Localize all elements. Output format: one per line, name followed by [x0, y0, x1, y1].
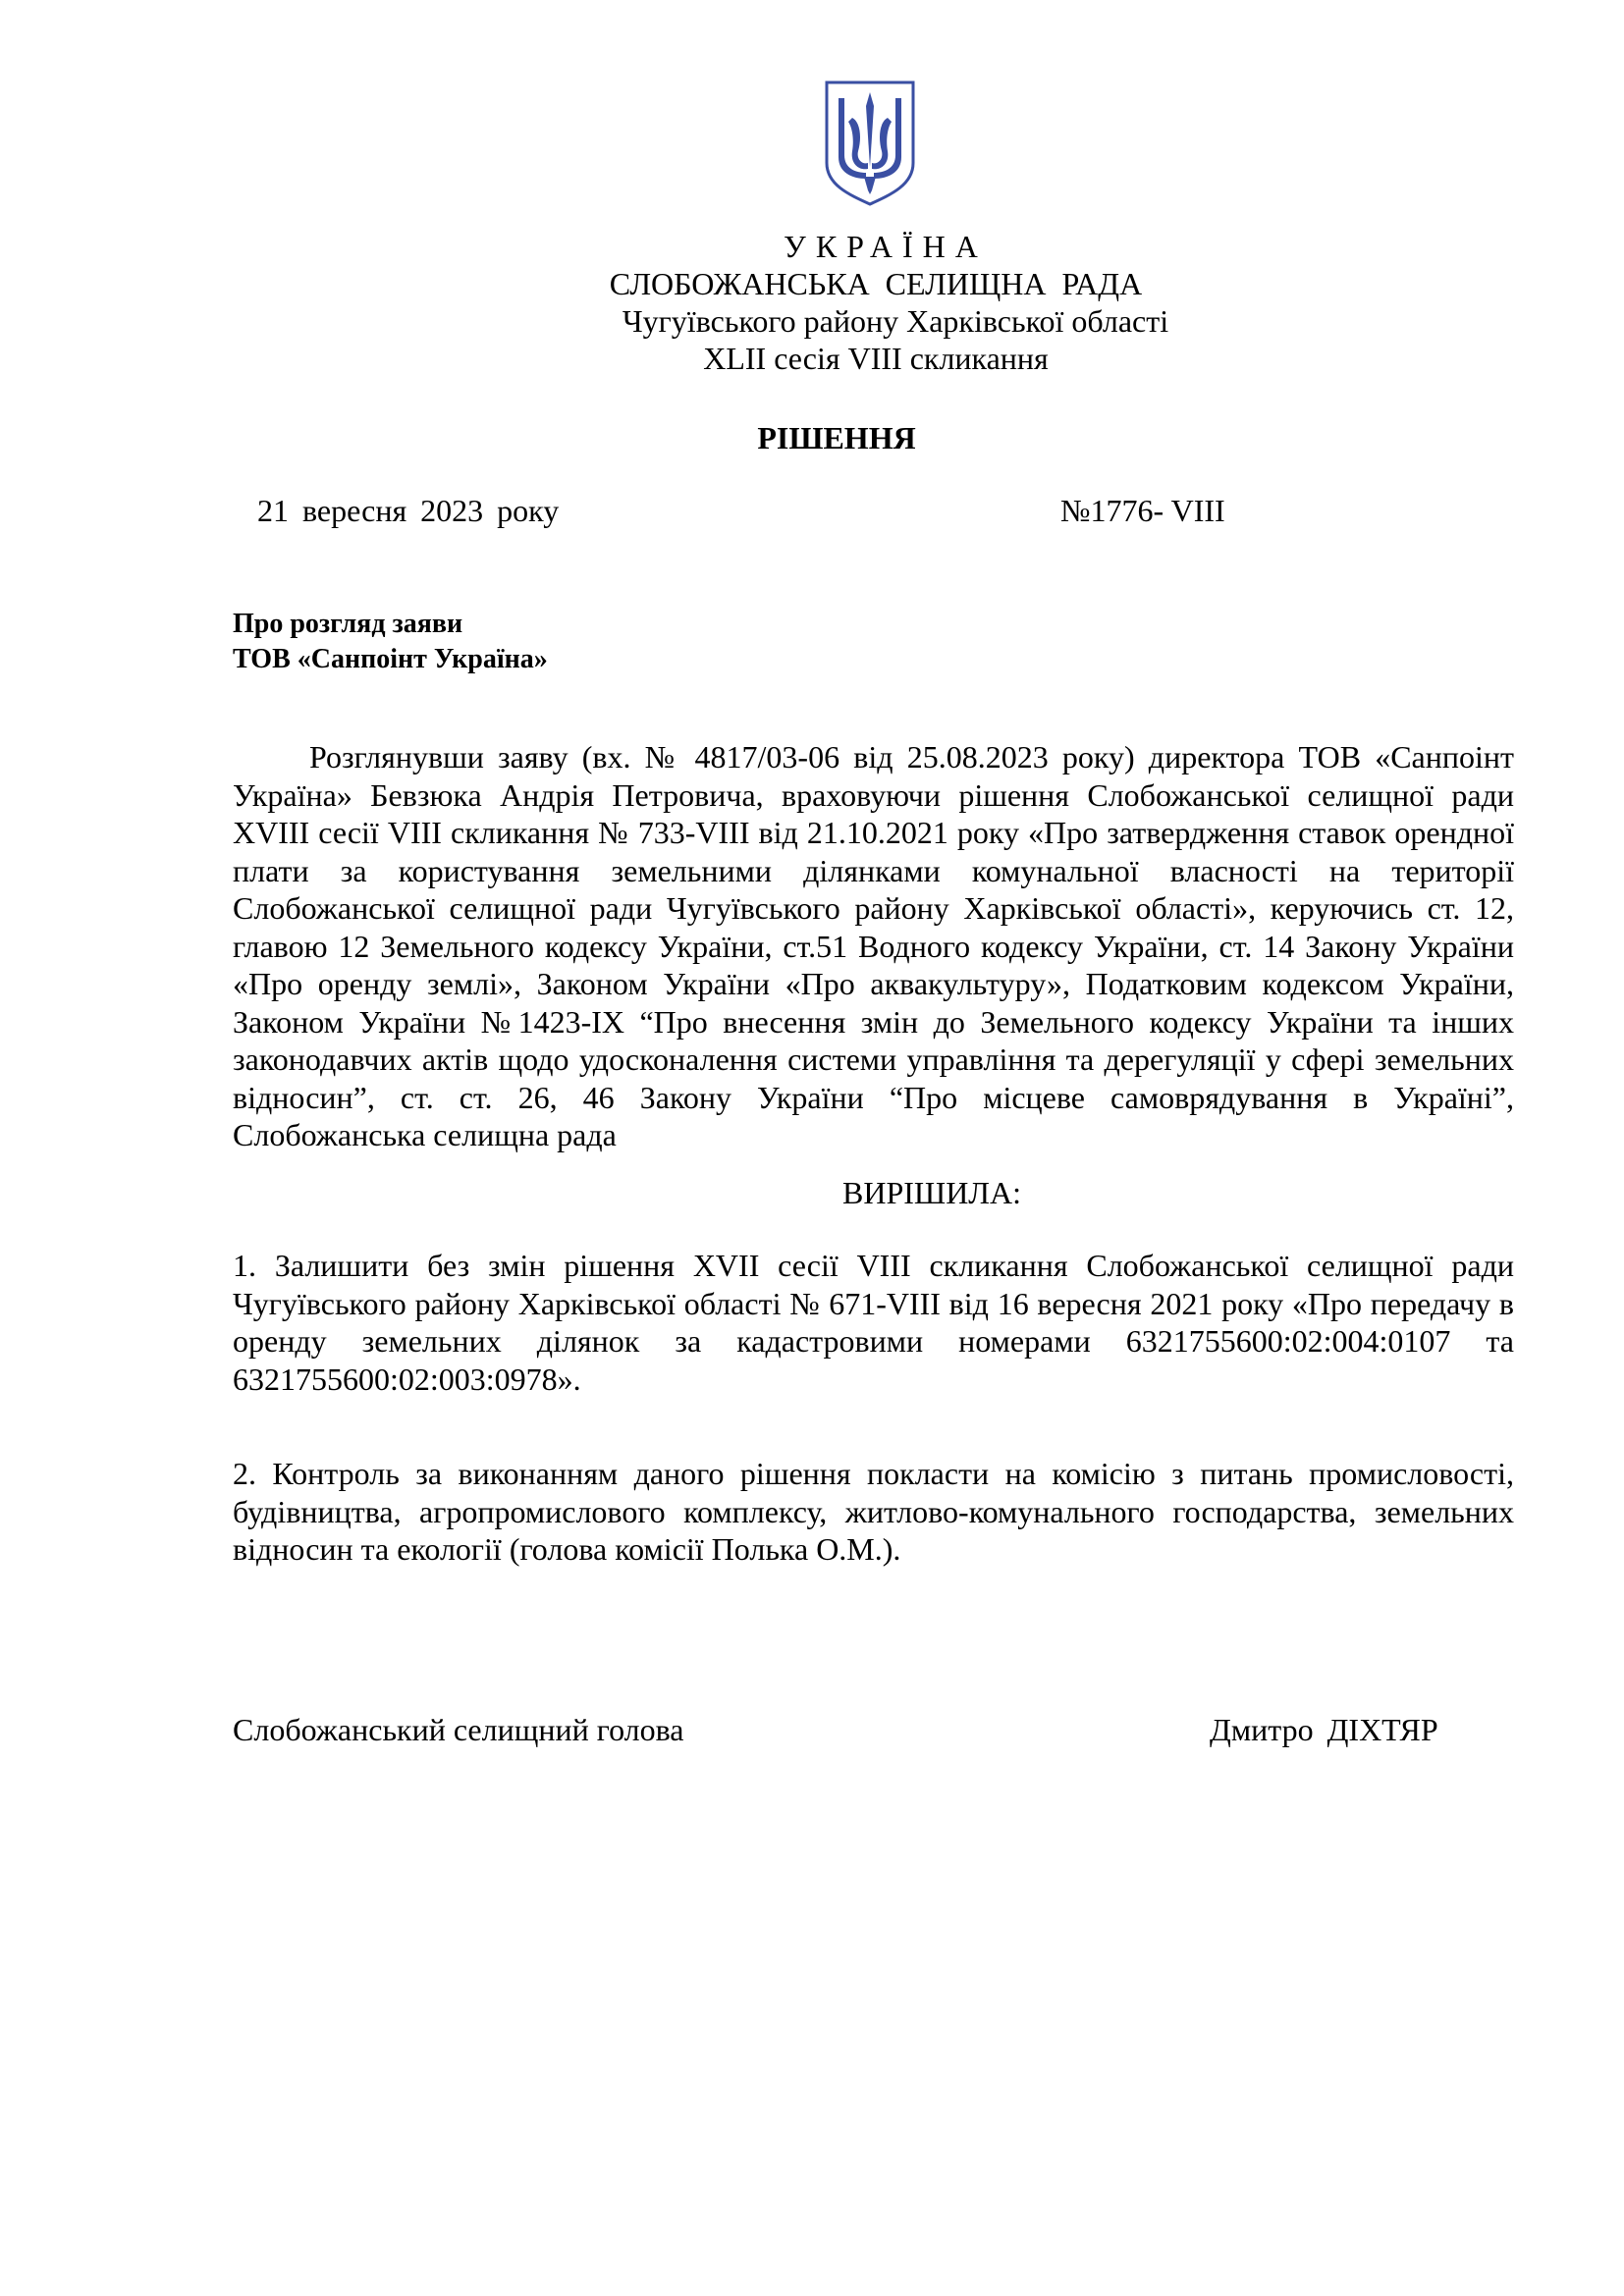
resolution-item-2: 2. Контроль за виконанням даного рішення покласти на комісію з питань промисловості, будівництва, агропромислового комплексу, житлово-комунального господарства, земельних відносин та екології (голова комісії Полька О.М.). — [233, 1456, 1514, 1567]
resolved-label: ВИРІШИЛА: — [842, 1175, 1021, 1210]
subject-line-2: ТОВ «Санпоінт Україна» — [233, 644, 548, 674]
decision-subject — [233, 607, 548, 677]
country-name: УКРАЇНА — [784, 229, 988, 264]
decision-title: РІШЕННЯ — [757, 420, 916, 455]
subject-line-1: Про розгляд заяви — [233, 609, 463, 639]
decision-date: 21 вересня 2023 року — [257, 493, 560, 528]
document-header — [0, 228, 1624, 377]
tryzub-coat-of-arms-icon — [823, 79, 917, 208]
resolution-item-1: 1. Залишити без змін рішення XVII сесії VIII скликання Слобожанської селищної ради Чугуївського району Харківської області № 671-VIII від 16 вересня 2021 року «Про передачу в оренду земельних ділянок за кадастровими номерами 6321755600:02:004:0107 та 6321755600:02:003:0978». — [233, 1248, 1514, 1397]
session-info: XLII сесія VIII скликання — [703, 341, 1049, 376]
district-name: Чугуївського району Харківської області — [622, 303, 1169, 339]
signatory-name: Дмитро ДІХТЯР — [1210, 1712, 1438, 1747]
council-name: СЛОБОЖАНСЬКА СЕЛИЩНА РАДА — [609, 266, 1143, 301]
signatory-role: Слобожанський селищний голова — [233, 1712, 684, 1747]
preamble-paragraph: Розглянувши заяву (вх. № 4817/03-06 від 25.08.2023 року) директора ТОВ «Санпоінт Україна» Бевзюка Андрія Петровича, враховуючи рішення Слобожанської селищної ради XVIII сесії VIII скликання № 733-VIII від 21.10.2021 року «Про затвердження ставок орендної плати за користування земельними ділянками комунальної власності на території Слобожанської селищної ради Чугуївського району Харківської області», керуючись ст. 12, главою 12 Земельного кодексу України, ст.51 Водного кодексу України, ст. 14 Закону України «Про оренду землі», Законом України «Про аквакультуру», Податковим кодексом України, Законом України №1423-IX “Про внесення змін до Земельного кодексу України та інших законодавчих актів щодо удосконалення системи управління та дерегуляції у сфері земельних відносин”, ст. ст. 26, 46 Закону України “Про місцеве самоврядування в Україні”, Слобожанська селищна рада — [233, 739, 1514, 1152]
decision-number: №1776- VIII — [1060, 493, 1225, 528]
